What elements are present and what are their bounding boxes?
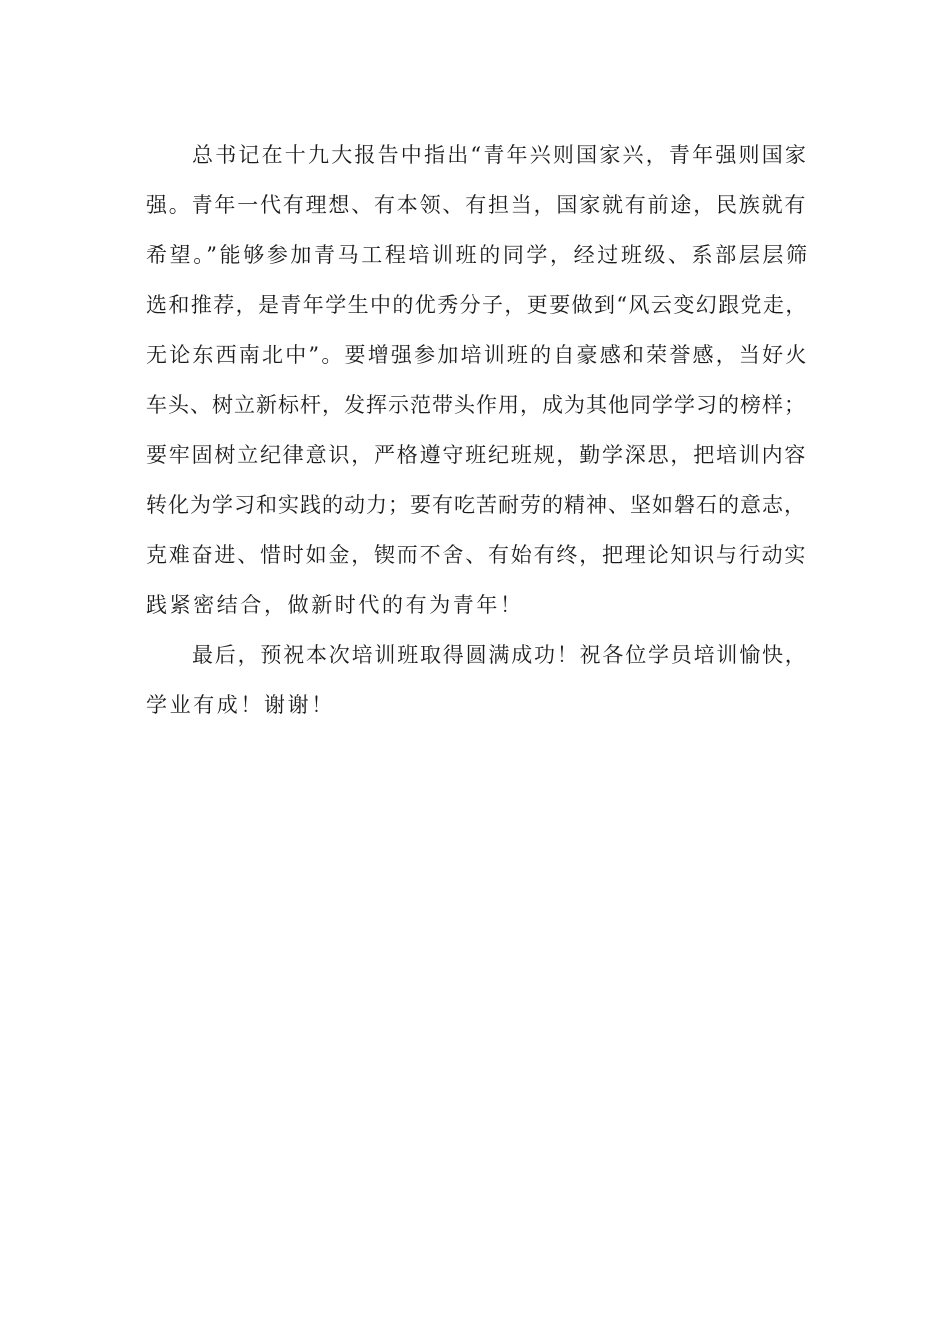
- text-line: 践紧密结合，做新时代的有为青年！: [146, 593, 524, 617]
- document-body: [146, 130, 810, 730]
- paragraph-1: [146, 130, 810, 630]
- text-line: 最后，预祝本次培训班取得圆满成功！祝各位学员培训愉快，: [192, 643, 808, 667]
- text-line: 转化为学习和实践的动力；要有吃苦耐劳的精神、坚如磐石的意志，: [146, 493, 806, 517]
- text-line: 总书记在十九大报告中指出“青年兴则国家兴，青年强则国家: [192, 143, 809, 167]
- paragraph-2: [146, 630, 810, 730]
- text-line: 选和推荐，是青年学生中的优秀分子，更要做到“风云变幻跟党走，: [146, 293, 808, 317]
- text-line: 车头、树立新标杆，发挥示范带头作用，成为其他同学学习的榜样；: [146, 393, 806, 417]
- text-line: 学业有成！谢谢！: [146, 693, 335, 717]
- text-line: 无论东西南北中”。要增强参加培训班的自豪感和荣誉感，当好火: [146, 343, 809, 367]
- text-line: 克难奋进、惜时如金，锲而不舍、有始有终，把理论知识与行动实: [146, 543, 808, 567]
- text-line: 要牢固树立纪律意识，严格遵守班纪班规，勤学深思，把培训内容: [146, 443, 808, 467]
- text-line: 希望。”能够参加青马工程培训班的同学，经过班级、系部层层筛: [146, 243, 810, 267]
- text-line: 强。青年一代有理想、有本领、有担当，国家就有前途，民族就有: [146, 193, 808, 217]
